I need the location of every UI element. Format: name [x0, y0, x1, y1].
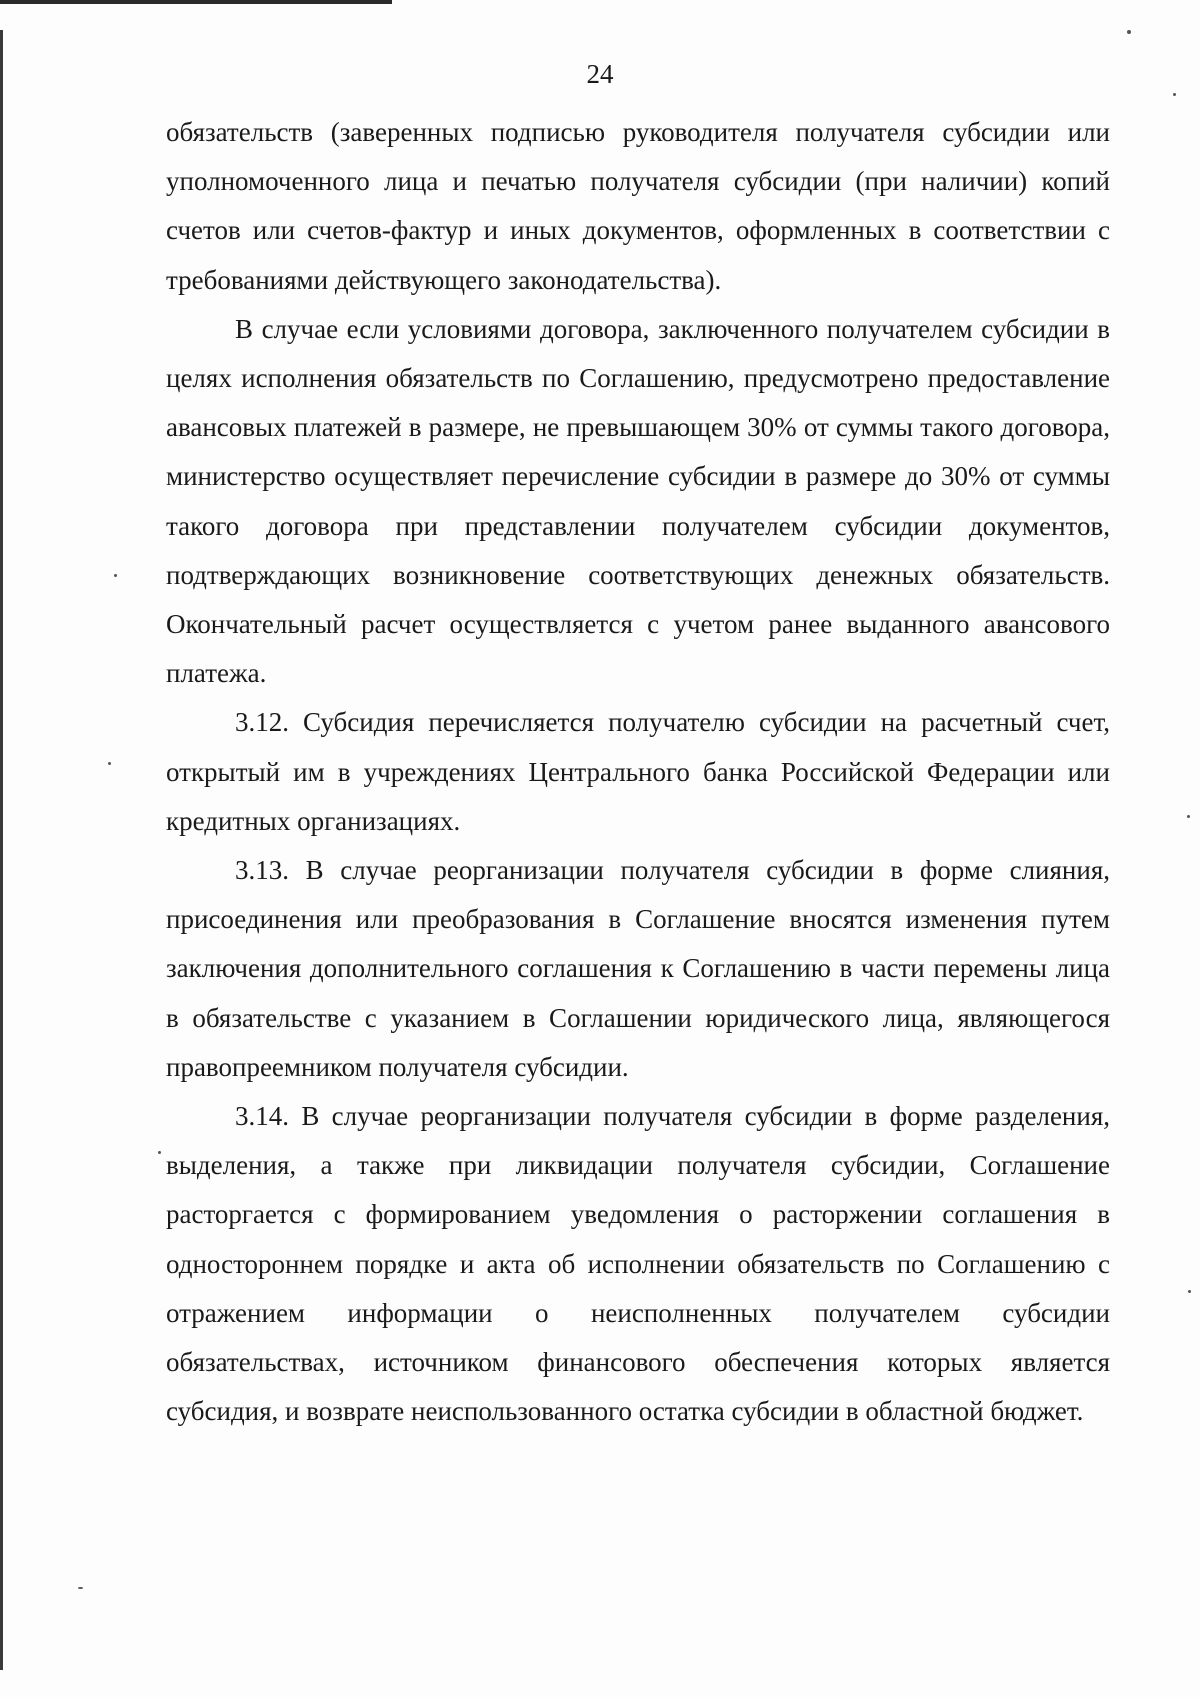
paragraph-continuation: обязательств (заверенных подписью руководителя получателя субсидии или уполномоченного лица и печатью получателя субсидии (при наличии) копий счетов или счетов-фактур и иных документов, оформленных в соответствии с требованиями действующего законодательства).: [166, 117, 1110, 295]
scan-speck: [108, 762, 111, 765]
scan-speck: [1187, 815, 1190, 818]
page-number: 24: [586, 59, 614, 89]
scan-edge-top: [0, 0, 392, 4]
scan-speck: [1127, 30, 1131, 34]
scan-speck: [1188, 1290, 1191, 1293]
scan-speck: [78, 1587, 83, 1589]
paragraph-advance-payments: В случае если условиями договора, заключенного получателем субсидии в целях исполнения обязательств по Соглашению, предусмотрено предоставление авансовых платежей в размере, не превышающем 30% от суммы такого договора, министерство осуществляет перечисление субсидии в размере до 30% от суммы такого договора при представлении получателем субсидии документов, подтверждающих возникновение соответствующих денежных обязательств. Окончательный расчет осуществляется с учетом ранее выданного авансового платежа.: [166, 313, 1110, 689]
paragraph-3-14: 3.14. В случае реорганизации получателя субсидии в форме разделения, выделения, а также при ликвидации получателя субсидии, Соглашение расторгается с формированием уведомления о расторжении соглашения в одностороннем порядке и акта об исполнении обязательств по Соглашению с отражением информации о неисполненных получателем субсидии обязательствах, источником финансового обеспечения которых является субсидия, и возврате неиспользованного остатка субсидии в областной бюджет.: [166, 1101, 1110, 1427]
scan-speck: [114, 574, 117, 577]
scan-edge-left: [0, 30, 3, 1670]
paragraph-3-13: 3.13. В случае реорганизации получателя субсидии в форме слияния, присоединения или преобразования в Соглашение вносятся изменения путем заключения дополнительного соглашения к Соглашению в части перемены лица в обязательстве с указанием в Соглашении юридического лица, являющегося правопреемником получателя субсидии.: [166, 855, 1110, 1082]
document-body: [166, 108, 1110, 1436]
scan-speck: [1173, 93, 1176, 96]
scan-speck: [158, 1151, 161, 1154]
paragraph-3-12: 3.12. Субсидия перечисляется получателю субсидии на расчетный счет, открытый им в учреждениях Центрального банка Российской Федерации или кредитных организациях.: [166, 707, 1110, 836]
